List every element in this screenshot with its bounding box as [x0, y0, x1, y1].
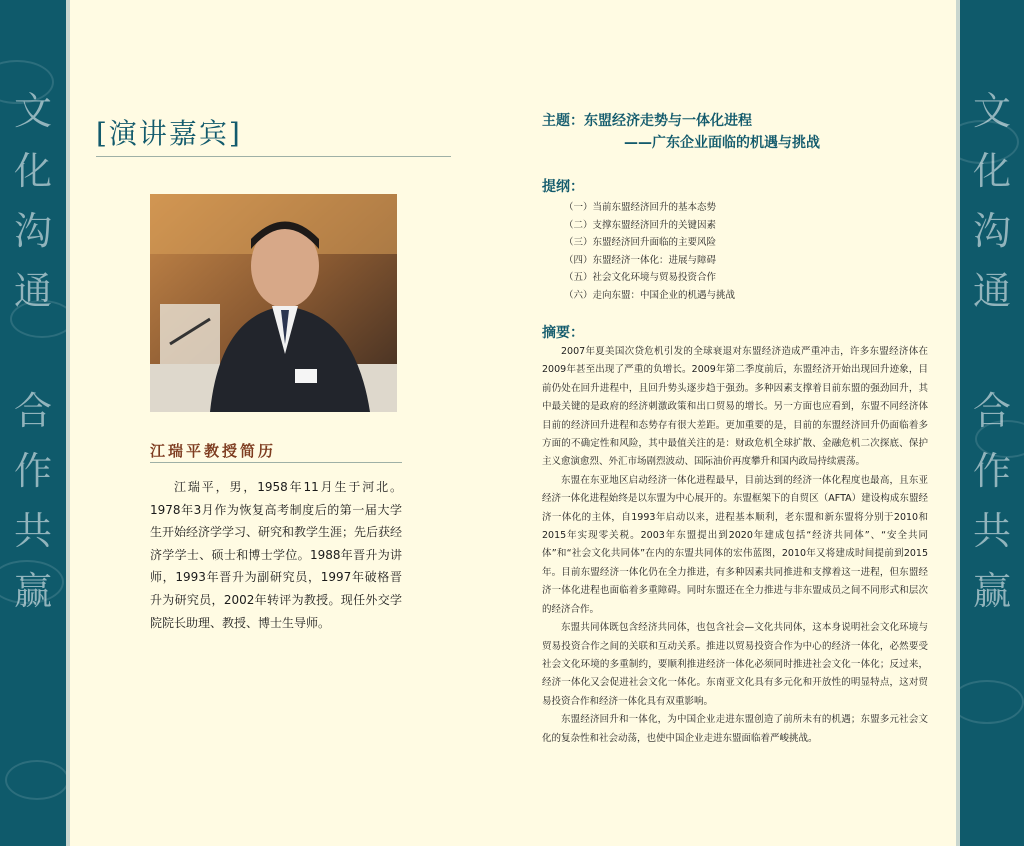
theme [542, 110, 820, 154]
banner-char: 共 [13, 509, 52, 553]
banner-char: 沟 [13, 209, 52, 253]
banner-char: 沟 [972, 209, 1011, 253]
divider [96, 156, 451, 157]
outline-item: （五）社会文化环境与贸易投资合作 [564, 272, 717, 284]
banner-char: 合 [972, 389, 1011, 433]
abstract-paragraph: 东盟经济回升和一体化，为中国企业走进东盟创造了前所未有的机遇；东盟多元社会文化的复杂性和社会动荡，也使中国企业走进东盟面临着严峻挑战。 [542, 714, 928, 744]
theme-subline: ——广东企业面临的机遇与挑战 [624, 135, 820, 151]
banner-char: 通 [13, 269, 52, 313]
bio-paragraph: 江瑞平，男，1958年11月生于河北。1978年3月作为恢复高考制度后的第一届大学生开始经济学学习、研究和教学生涯；先后获经济学学士、硕士和博士学位。1988年晋升为讲师，1993年晋升为副研究员，1997年破格晋升为研究员，2002年转评为教授。现任外交学院院长助理、教授、博士生导师。 [150, 480, 403, 630]
banner-char: 通 [972, 269, 1011, 313]
abstract-paragraph: 2007年夏美国次贷危机引发的全球衰退对东盟经济造成严重冲击，许多东盟经济体在2009年甚至出现了严重的负增长。2009年第二季度前后，东盟经济开始出现回升迹象，目前仍处在回升进程中，且回升势头逐步趋于强劲。多种因素支撑着目前东盟的强劲回升，其中最关键的是政府的经济刺激政策和出口贸易的增长。另一方面也应看到，东盟不同经济体目前的经济回升进程和态势存有很大差距。更加重要的是，目前的东盟经济回升仍面临着多方面的不确定性和风险，其中最值关注的是：财政危机全球扩散、金融危机二次探底、保护主义愈演愈烈、外汇市场剧烈波动、国际油价再度攀升和国内政局持续震荡。 [542, 346, 928, 468]
abstract-title: 摘要： [542, 325, 584, 341]
abstract-paragraph: 东盟共同体既包含经济共同体，也包含社会—文化共同体，这本身说明社会文化环境与贸易投资合作之间的关联和互动关系。推进以贸易投资合作为中心的经济一体化，必然要受社会文化环境的多重制约，要顺利推进经济一体化必须同时推进社会文化一体化；反过来，经济一体化又会促进社会文化一体化。东南亚文化具有多元化和开放性的明显特点，这对贸易投资合作和经济一体化具有双重影响。 [542, 622, 928, 707]
banner-char: 赢 [13, 569, 52, 613]
cloud-pattern-icon [5, 760, 66, 800]
outline-item: （三）东盟经济回升面临的主要风险 [564, 237, 717, 249]
banner-char: 化 [972, 149, 1011, 193]
divider [150, 462, 402, 463]
theme-line: 主题：东盟经济走势与一体化进程 [542, 113, 752, 129]
outline-item: （一）当前东盟经济回升的基本态势 [564, 202, 717, 213]
outline-item: （六）走向东盟：中国企业的机遇与挑战 [564, 289, 736, 301]
bio-text [150, 476, 402, 634]
page-edge [956, 0, 960, 846]
page-edge [66, 0, 70, 846]
banner-char: 作 [13, 449, 52, 493]
banner-char: 化 [13, 149, 52, 193]
banner-char: 文 [972, 89, 1011, 133]
outline-list [564, 199, 735, 305]
abstract-body [542, 343, 928, 748]
page-title: [演讲嘉宾] [96, 117, 242, 150]
right-banner [960, 0, 1024, 846]
speaker-portrait-icon [150, 194, 397, 412]
document-page [66, 0, 960, 846]
outline-item: （四）东盟经济一体化：进展与障碍 [564, 254, 717, 266]
banner-char: 合 [13, 389, 52, 433]
banner-char: 文 [13, 89, 52, 133]
banner-char: 作 [972, 449, 1011, 493]
speaker-photo [150, 194, 397, 412]
outline-title: 提纲： [542, 179, 584, 195]
left-banner [0, 0, 66, 846]
outline-item: （二）支撑东盟经济回升的关键因素 [564, 219, 717, 231]
banner-char: 共 [972, 509, 1011, 553]
abstract-paragraph: 东盟在东亚地区启动经济一体化进程最早，目前达到的经济一体化程度也最高，且东亚经济一体化进程始终是以东盟为中心展开的。东盟框架下的自贸区（AFTA）建设构成东盟经济一体化的主体，自1993年启动以来，进程基本顺利，老东盟和新东盟将分别于2010和2015年实现零关税。2003年东盟提出到2020年建成包括“经济共同体”、“安全共同体”和“社会文化共同体”在内的东盟共同体的宏伟蓝图，2010年又将建成时间提前到2015年。目前东盟经济一体化仍在全力推进，有多种因素共同推进和支撑着这一进程，但东盟经济一体化进程也面临着多重障碍。同时东盟还在全力推进与非东盟成员之间不同形式和层次的经济合作。 [542, 474, 928, 615]
banner-char: 赢 [972, 569, 1011, 613]
cloud-pattern-icon [960, 680, 1024, 724]
bio-title: 江瑞平教授简历 [150, 442, 277, 460]
